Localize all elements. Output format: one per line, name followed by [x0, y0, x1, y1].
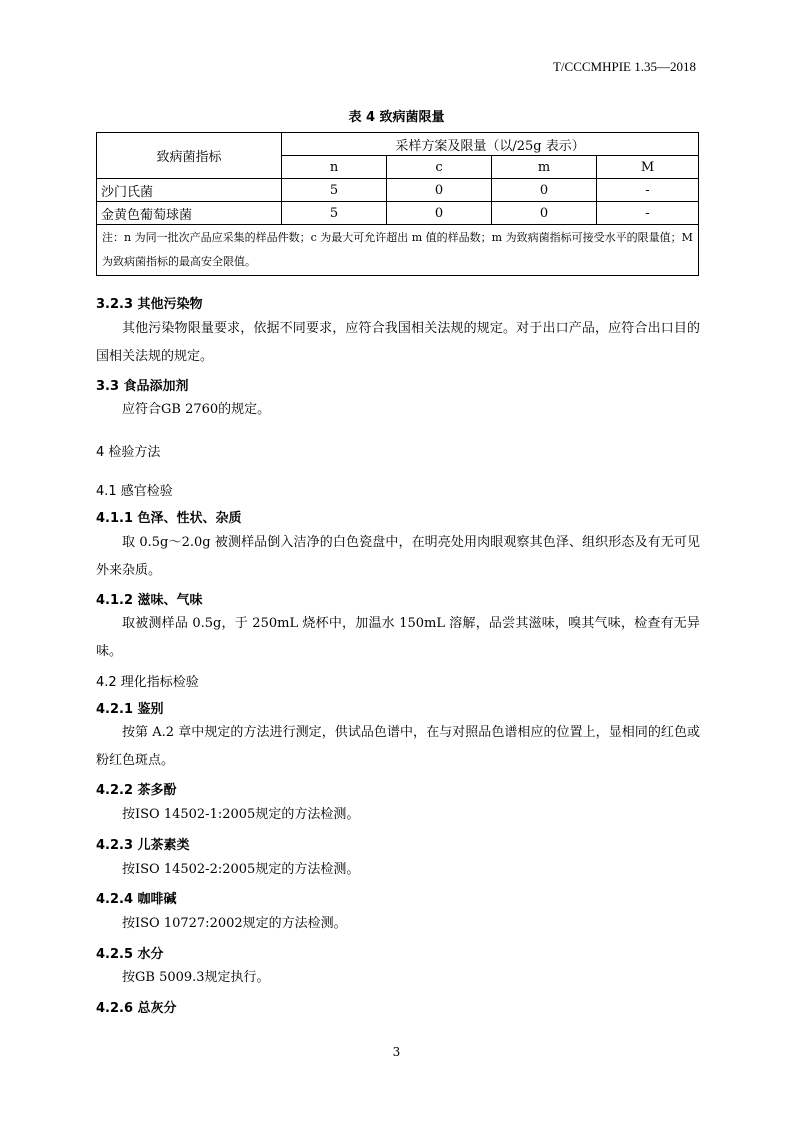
- section-heading: 4.2.3 儿茶素类: [96, 838, 190, 853]
- cell-M: -: [597, 179, 699, 202]
- table-row: [97, 179, 699, 202]
- section-heading: 3.3 食品添加剂: [96, 379, 189, 394]
- document-code: T/CCCMHPIE 1.35—2018: [552, 59, 696, 74]
- subheader-c: c: [387, 156, 492, 179]
- table-caption: 表 4 致病菌限量: [348, 110, 445, 125]
- pathogen-limit-table: [96, 132, 699, 276]
- section-paragraph: 按ISO 10727:2002规定的方法检测。: [122, 916, 347, 931]
- cell-m: 0: [492, 202, 597, 225]
- section-paragraph: 按ISO 14502-1:2005规定的方法检测。: [122, 807, 360, 822]
- section-paragraph: 按第 A.2 章中规定的方法进行测定，供试品色谱中，在与对照品色谱相应的位置上，显相同的红色或粉红色斑点。: [96, 725, 700, 768]
- table-header-row: [97, 133, 699, 156]
- subheader-m: m: [492, 156, 597, 179]
- row-name: 金黄色葡萄球菌: [97, 202, 282, 225]
- section-heading: 4.2 理化指标检验: [96, 675, 199, 690]
- section-heading: 4 检验方法: [96, 445, 161, 460]
- section-heading: 4.1 感官检验: [96, 484, 173, 499]
- section-paragraph: 取被测样品 0.5g，于 250mL 烧杯中，加温水 150mL 溶解，品尝其滋味，嗅其气味，检查有无异味。: [96, 616, 700, 659]
- section-paragraph: 按GB 5009.3规定执行。: [122, 970, 270, 985]
- cell-c: 0: [387, 202, 492, 225]
- cell-c: 0: [387, 179, 492, 202]
- table-note: 注：n 为同一批次产品应采集的样品件数；c 为最大可允许超出 m 值的样品数；m 为致病菌指标可接受水平的限量值；M 为致病菌指标的最高安全限值。: [97, 225, 699, 276]
- table-row: [97, 202, 699, 225]
- table-note-row: [97, 225, 699, 276]
- header-indicator: 致病菌指标: [97, 133, 282, 179]
- section-heading: 4.2.6 总灰分: [96, 1001, 177, 1016]
- section-heading: 3.2.3 其他污染物: [96, 297, 203, 312]
- section-heading: 4.2.1 鉴别: [96, 702, 164, 717]
- section-heading: 4.2.4 咖啡碱: [96, 892, 177, 907]
- section-paragraph: 其他污染物限量要求，依据不同要求，应符合我国相关法规的规定。对于出口产品，应符合出口目的国相关法规的规定。: [96, 321, 700, 364]
- section-paragraph: 取 0.5g～2.0g 被测样品倒入洁净的白色瓷盘中，在明亮处用肉眼观察其色泽、组织形态及有无可见外来杂质。: [96, 535, 700, 578]
- page-number: 3: [392, 1045, 401, 1059]
- row-name: 沙门氏菌: [97, 179, 282, 202]
- section-paragraph: 按ISO 14502-2:2005规定的方法检测。: [122, 862, 360, 877]
- cell-n: 5: [282, 202, 387, 225]
- section-heading: 4.2.5 水分: [96, 947, 164, 962]
- cell-n: 5: [282, 179, 387, 202]
- section-heading: 4.1.2 滋味、气味: [96, 593, 203, 608]
- header-sampling: 采样方案及限量（以/25g 表示）: [282, 133, 699, 156]
- cell-m: 0: [492, 179, 597, 202]
- cell-M: -: [597, 202, 699, 225]
- section-paragraph: 应符合GB 2760的规定。: [122, 402, 271, 417]
- subheader-M: M: [597, 156, 699, 179]
- section-heading: 4.1.1 色泽、性状、杂质: [96, 511, 242, 526]
- section-heading: 4.2.2 茶多酚: [96, 783, 177, 798]
- subheader-n: n: [282, 156, 387, 179]
